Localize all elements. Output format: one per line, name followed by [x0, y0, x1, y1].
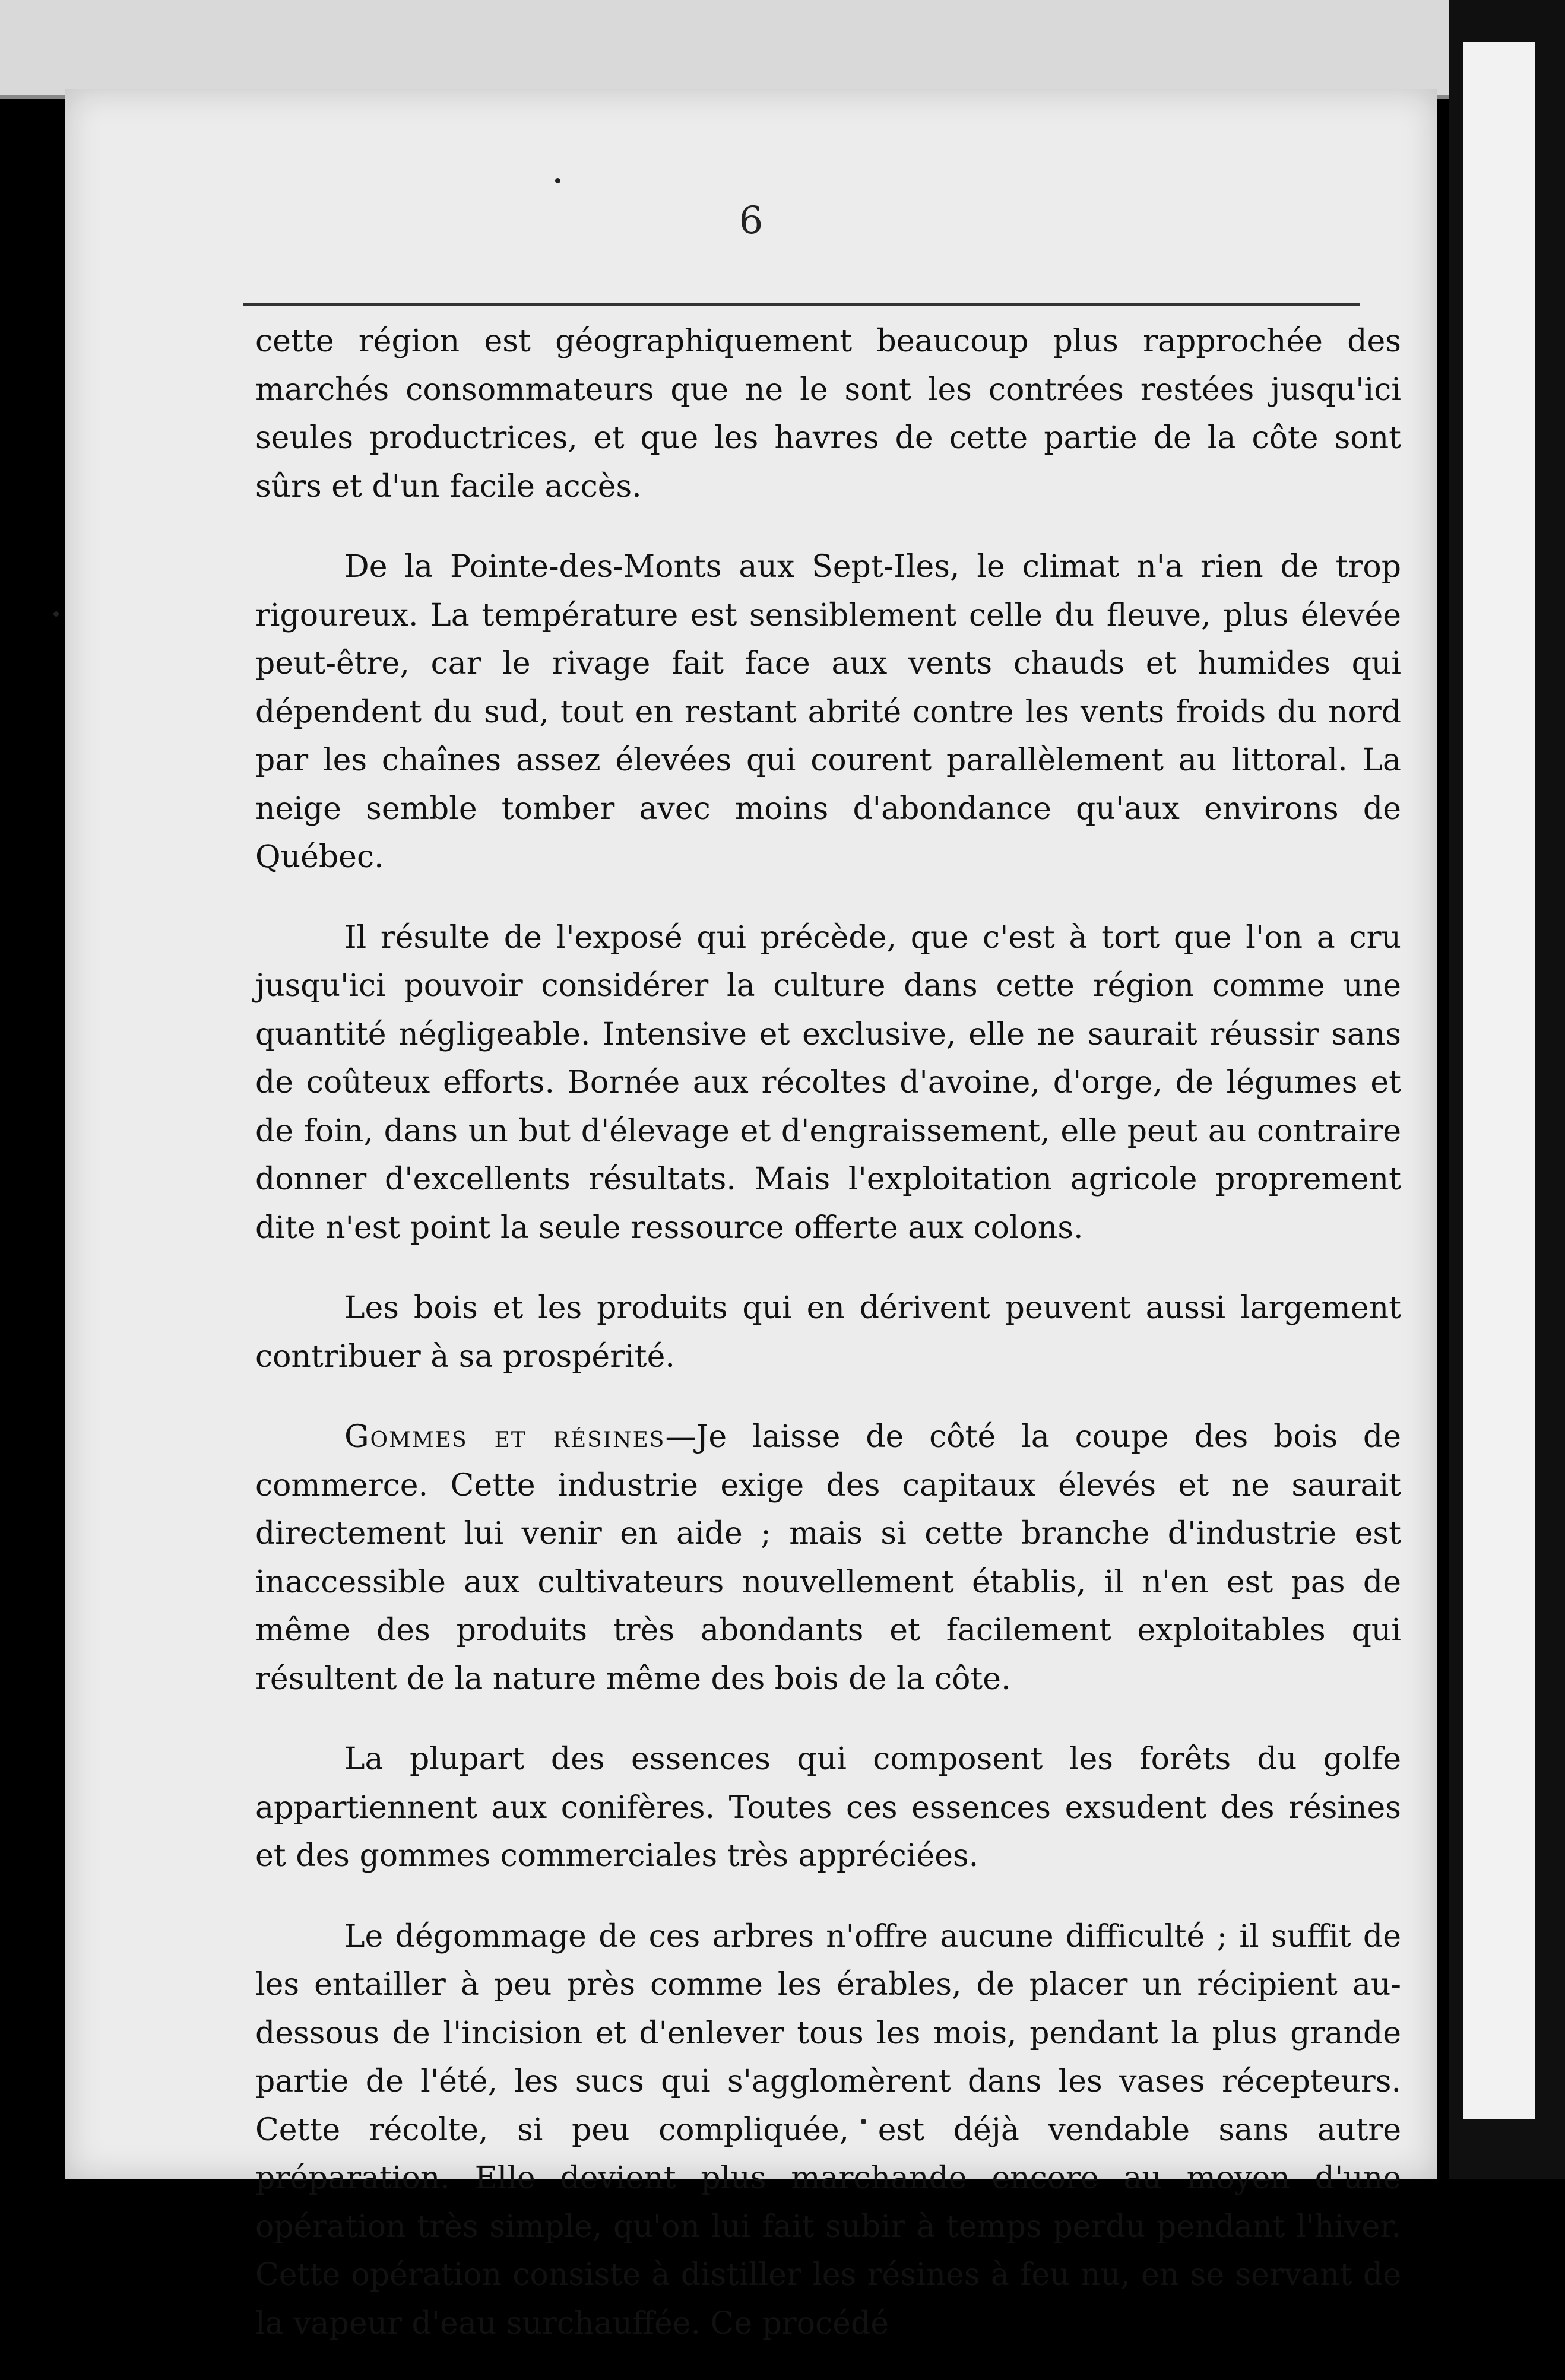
paragraph-5	[255, 1413, 1401, 1703]
section-heading: Gommes et résines	[344, 1419, 666, 1455]
binding-edge	[1449, 0, 1565, 2179]
speck	[53, 611, 59, 617]
speck	[555, 178, 560, 183]
document-page	[65, 89, 1437, 2341]
header-rule	[243, 303, 1360, 306]
paragraph-4: Les bois et les produits qui en dérivent peuvent aussi largement contribuer à sa prospérité.	[255, 1290, 1401, 1375]
adjacent-page-strip	[1463, 42, 1535, 2119]
paragraph-1: cette région est géographiquement beaucoup plus rapprochée des marchés consommateurs que ne le sont les contrées restées jusqu'ici seules productrices, et que les havres de cette partie de la côte sont sûrs et d'un facile accès.	[255, 323, 1401, 504]
paragraph-3: Il résulte de l'exposé qui précède, que c'est à tort que l'on a cru jusqu'ici pouvoir considérer la culture dans cette région comme une quantité négligeable. Intensive et exclusive, elle ne saurait réussir sans de coûteux efforts. Bornée aux récoltes d'avoine, d'orge, de légumes et de foin, dans un but d'élevage et d'engraissement, elle peut au contraire donner d'excellents résultats. Mais l'exploitation agricole proprement dite n'est point la seule ressource offerte aux colons.	[255, 919, 1401, 1246]
body-text	[255, 318, 1401, 2380]
paragraph-5-text: —Je laisse de côté la coupe des bois de commerce. Cette industrie exige des capitaux élevés et ne saurait directement lui venir en aide ; mais si cette branche d'industrie est inaccessible aux cultivateurs nouvellement établis, il n'en est pas de même des produits très abondants et facilement exploitables qui résultent de la nature même des bois de la côte.	[255, 1419, 1401, 1697]
page-number: 6	[739, 199, 764, 243]
underlying-page-edge	[0, 0, 1455, 99]
paragraph-7: Le dégommage de ces arbres n'offre aucune difficulté ; il suffit de les entailler à peu près comme les érables, de placer un récipient au-dessous de l'incision et d'enlever tous les mois, pendant la plus grande partie de l'été, les sucs qui s'agglomèrent dans les vases récepteurs. Cette récolte, si peu compliquée, est déjà vendable sans autre préparation. Elle devient plus marchande encore au moyen d'une opération très simple, qu'on lui fait subir à temps perdu pendant l'hiver. Cette opération consiste à distiller les résines à feu nu, en se servant de la vapeur d'eau surchauffée. Ce procédé	[255, 1918, 1401, 2341]
paragraph-2: De la Pointe-des-Monts aux Sept-Iles, le climat n'a rien de trop rigoureux. La température est sensiblement celle du fleuve, plus élevée peut-être, car le rivage fait face aux vents chauds et humides qui dépendent du sud, tout en restant abrité contre les vents froids du nord par les chaînes assez élevées qui courent parallèlement au littoral. La neige semble tomber avec moins d'abondance qu'aux environs de Québec.	[255, 549, 1401, 875]
paragraph-6: La plupart des essences qui composent les forêts du golfe appartiennent aux conifères. Toutes ces essences exsudent des résines et des gommes commerciales très appréciées.	[255, 1741, 1401, 1874]
